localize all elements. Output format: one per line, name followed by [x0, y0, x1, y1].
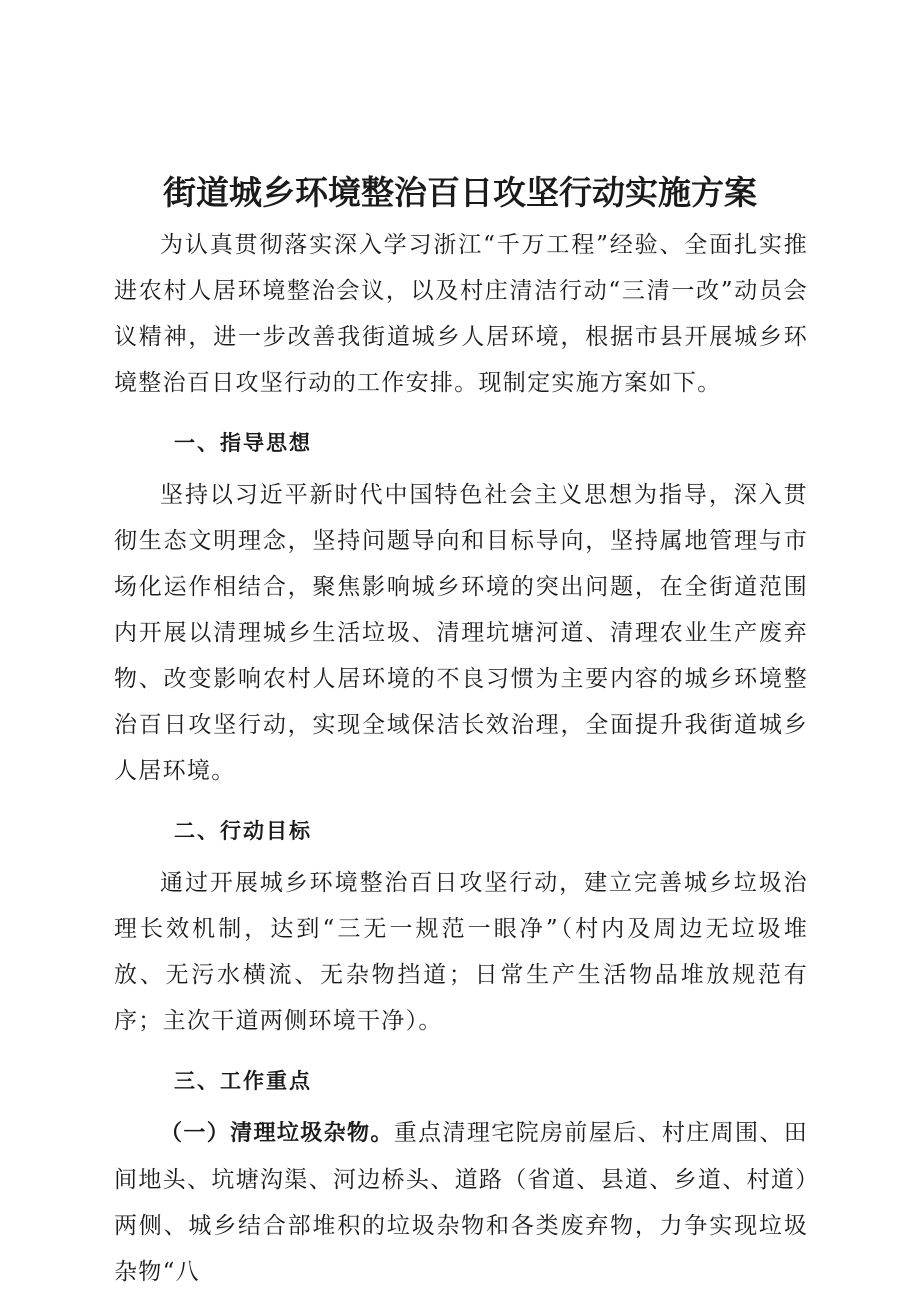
document-title: 街道城乡环境整治百日攻坚行动实施方案: [163, 173, 757, 212]
section-body-action-goals: 通过开展城乡环境整治百日攻坚行动，建立完善城乡垃圾治理长效机制，达到“三无一规范一眼净”（村内及周边无垃圾堆放、无污水横流、无杂物挡道；日常生产生活物品堆放规范有序；主次干道两侧环境干净）。: [114, 870, 808, 1034]
section-heading-work-focus: 三、工作重点: [174, 1069, 312, 1093]
work-focus-item: [114, 1110, 808, 1295]
section-heading-guiding-ideology: 一、指导思想: [174, 431, 312, 455]
work-focus-item-text: 重点清理宅院房前屋后、村庄周围、田间地头、坑塘沟渠、河边桥头、道路（省道、县道、乡道、村道）两侧、城乡结合部堆积的垃圾杂物和各类废弃物，力争实现垃圾杂物“八: [114, 1120, 808, 1285]
section-heading-action-goals: 二、行动目标: [174, 819, 312, 843]
document-body: [114, 222, 808, 1295]
work-focus-item-label: （一）清理垃圾杂物。: [160, 1121, 394, 1146]
intro-paragraph: 为认真贯彻落实深入学习浙江“千万工程”经验、全面扎实推进农村人居环境整治会议，以及村庄清洁行动“三清一改”动员会议精神，进一步改善我街道城乡人居环境，根据市县开展城乡环境整治百日攻坚行动的工作安排。现制定实施方案如下。: [114, 232, 808, 396]
section-body-guiding-ideology: 坚持以习近平新时代中国特色社会主义思想为指导，深入贯彻生态文明理念，坚持问题导向和目标导向，坚持属地管理与市场化运作相结合，聚焦影响城乡环境的突出问题，在全街道范围内开展以清理城乡生活垃圾、清理坑塘河道、清理农业生产废弃物、改变影响农村人居环境的不良习惯为主要内容的城乡环境整治百日攻坚行动，实现全域保洁长效治理，全面提升我街道城乡人居环境。: [114, 482, 808, 784]
